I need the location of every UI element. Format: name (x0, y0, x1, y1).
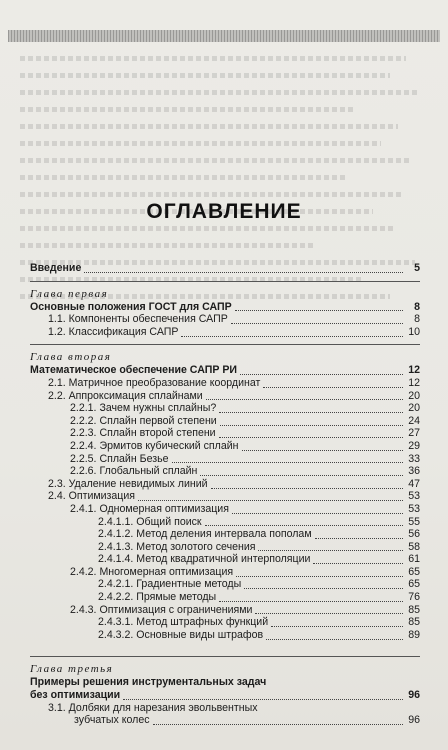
leader-dots (242, 442, 403, 451)
chapter-tag: Глава вторая (30, 351, 112, 364)
toc-entry-label: Математическое обеспечение САПР РИ (30, 364, 238, 377)
toc-page-number: 47 (408, 477, 420, 490)
toc-page-number: 55 (408, 515, 420, 528)
toc-entry[interactable] (30, 490, 420, 503)
toc-entry-continuation[interactable] (30, 714, 420, 727)
leader-dots (123, 691, 403, 700)
leader-dots (255, 605, 403, 614)
toc-page-number: 20 (408, 389, 420, 402)
toc-page-number: 96 (408, 689, 420, 702)
toc-entry[interactable] (30, 528, 420, 541)
toc-page-number: 56 (408, 528, 420, 541)
toc-entry-label: 1.2. Классификация САПР (48, 325, 179, 338)
toc-entry[interactable] (30, 604, 420, 617)
toc-entry[interactable] (30, 578, 420, 591)
toc-entry-label: 2.2. Аппроксимация сплайнами (48, 389, 203, 402)
toc-page-number: 65 (408, 578, 420, 591)
toc-entry[interactable] (30, 390, 420, 403)
toc-entry-label: 1.1. Компоненты обеспечения САПР (48, 313, 228, 326)
toc-entry-label: 2.4.3.2. Основные виды штрафов (98, 628, 264, 641)
toc-entry[interactable] (30, 553, 420, 566)
toc-entry[interactable] (30, 415, 420, 428)
toc-chapter-title-line[interactable]: Примеры решения инструментальных задач (30, 676, 267, 689)
leader-dots (313, 555, 403, 564)
leader-dots (258, 542, 403, 551)
toc-entry-label: 3.1. Долбяки для нарезания эвольвентных (48, 701, 258, 714)
toc-entry[interactable] (30, 702, 420, 715)
toc-page-number: 8 (414, 300, 420, 313)
leader-dots (231, 315, 403, 324)
chapter-entries (30, 377, 420, 641)
toc-entry-label: 2.2.2. Сплайн первой степени (70, 414, 217, 427)
toc-entry[interactable] (30, 402, 420, 415)
toc-page-number: 24 (408, 414, 420, 427)
leader-dots (172, 454, 404, 463)
toc-entry[interactable] (30, 427, 420, 440)
toc-entry-label: 2.4.1.1. Общий поиск (98, 515, 202, 528)
toc-page-number: 8 (414, 313, 420, 326)
toc-entry-label: 2.4. Оптимизация (48, 490, 136, 503)
toc-entry[interactable] (30, 377, 420, 390)
chapter-tag: Глава первая (30, 287, 109, 300)
leader-dots (235, 302, 403, 311)
toc-page-number: 61 (408, 553, 420, 566)
leader-dots (84, 264, 403, 273)
toc-heading: ОГЛАВЛЕНИЕ (146, 200, 302, 223)
leader-dots (315, 530, 403, 539)
toc-page-number: 96 (408, 714, 420, 727)
toc-entry-label: без оптимизации (30, 689, 121, 702)
toc-page-number: 29 (408, 439, 420, 452)
toc-entry[interactable] (30, 591, 420, 604)
toc-entry[interactable] (30, 503, 420, 516)
leader-dots (211, 480, 403, 489)
toc-entry[interactable] (30, 616, 420, 629)
toc-entry[interactable] (30, 453, 420, 466)
toc-chapter-title[interactable] (30, 364, 420, 377)
toc-page-number: 65 (408, 565, 420, 578)
leader-dots (271, 618, 403, 627)
toc-entry[interactable] (30, 541, 420, 554)
toc-entry-label: 2.3. Удаление невидимых линий (48, 477, 208, 490)
toc-page-number: 33 (408, 452, 420, 465)
section-divider (30, 281, 420, 282)
toc-entry-label: 2.4.3. Оптимизация с ограничениями (70, 603, 253, 616)
leader-dots (220, 417, 403, 426)
leader-dots (153, 716, 403, 725)
toc-page-number: 89 (408, 628, 420, 641)
toc-entry-label: 2.2.4. Эрмитов кубический сплайн (70, 439, 239, 452)
toc-entry[interactable] (30, 516, 420, 529)
toc-chapter-title[interactable] (30, 301, 420, 314)
chapter-entries (30, 313, 420, 338)
leader-dots (138, 492, 403, 501)
toc-entry[interactable] (30, 566, 420, 579)
table-of-contents (30, 262, 420, 727)
toc-page-number: 85 (408, 603, 420, 616)
toc-entry-label: Основные положения ГОСТ для САПР (30, 300, 232, 313)
toc-entry-label: 2.1. Матричное преобразование координат (48, 376, 261, 389)
toc-entry-label: 2.2.6. Глобальный сплайн (70, 465, 198, 478)
toc-entry-label: 2.4.1.4. Метод квадратичной интерполяции (98, 553, 311, 566)
leader-dots (219, 404, 403, 413)
toc-entry-label: Введение (30, 262, 82, 274)
toc-entry[interactable] (30, 478, 420, 491)
leader-dots (181, 328, 403, 337)
toc-entry-label: 2.4.2.1. Градиентные методы (98, 578, 242, 591)
leader-dots (219, 429, 403, 438)
toc-entry[interactable] (30, 326, 420, 339)
toc-entry-label: 2.2.3. Сплайн второй степени (70, 427, 216, 440)
toc-entry[interactable] (30, 440, 420, 453)
toc-entry-label: 2.2.1. Зачем нужны сплайны? (70, 402, 217, 415)
toc-entry[interactable] (30, 465, 420, 478)
leader-dots (236, 568, 403, 577)
toc-entry-label: 2.4.1.3. Метод золотого сечения (98, 540, 256, 553)
leader-dots (205, 517, 403, 526)
toc-page-number: 12 (408, 376, 420, 389)
leader-dots (219, 593, 403, 602)
toc-page-number: 5 (414, 262, 420, 274)
top-decorative-band (8, 30, 440, 42)
leader-dots (232, 505, 403, 514)
leader-dots (266, 631, 403, 640)
toc-entry[interactable] (30, 313, 420, 326)
toc-page-number: 76 (408, 591, 420, 604)
leader-dots (206, 391, 403, 400)
toc-entry-label: зубчатых колес (74, 714, 150, 727)
toc-page-number: 58 (408, 540, 420, 553)
toc-page-number: 12 (408, 364, 420, 377)
leader-dots (240, 366, 403, 375)
toc-page-number: 10 (408, 325, 420, 338)
toc-entry-intro[interactable] (30, 262, 420, 275)
toc-page-number: 85 (408, 616, 420, 629)
toc-page-number: 53 (408, 490, 420, 503)
toc-entry-label: 2.2.5. Сплайн Безье (70, 452, 169, 465)
toc-page-number: 53 (408, 502, 420, 515)
toc-entry-label: 2.4.2.2. Прямые методы (98, 591, 217, 604)
leader-dots (200, 467, 403, 476)
toc-entry-label: 2.4.3.1. Метод штрафных функций (98, 616, 269, 629)
toc-entry-label: 2.4.2. Многомерная оптимизация (70, 565, 234, 578)
toc-page-number: 36 (408, 465, 420, 478)
section-divider (30, 656, 420, 657)
toc-chapter-title[interactable] (30, 689, 420, 702)
section-divider (30, 344, 420, 345)
toc-page-number: 20 (408, 402, 420, 415)
toc-entry-label: 2.4.1.2. Метод деления интервала пополам (98, 528, 312, 541)
leader-dots (244, 580, 403, 589)
toc-entry-label: 2.4.1. Одномерная оптимизация (70, 502, 229, 515)
toc-page-number: 27 (408, 427, 420, 440)
toc-entry[interactable] (30, 629, 420, 642)
leader-dots (263, 379, 403, 388)
chapter-tag: Глава третья (30, 663, 114, 676)
